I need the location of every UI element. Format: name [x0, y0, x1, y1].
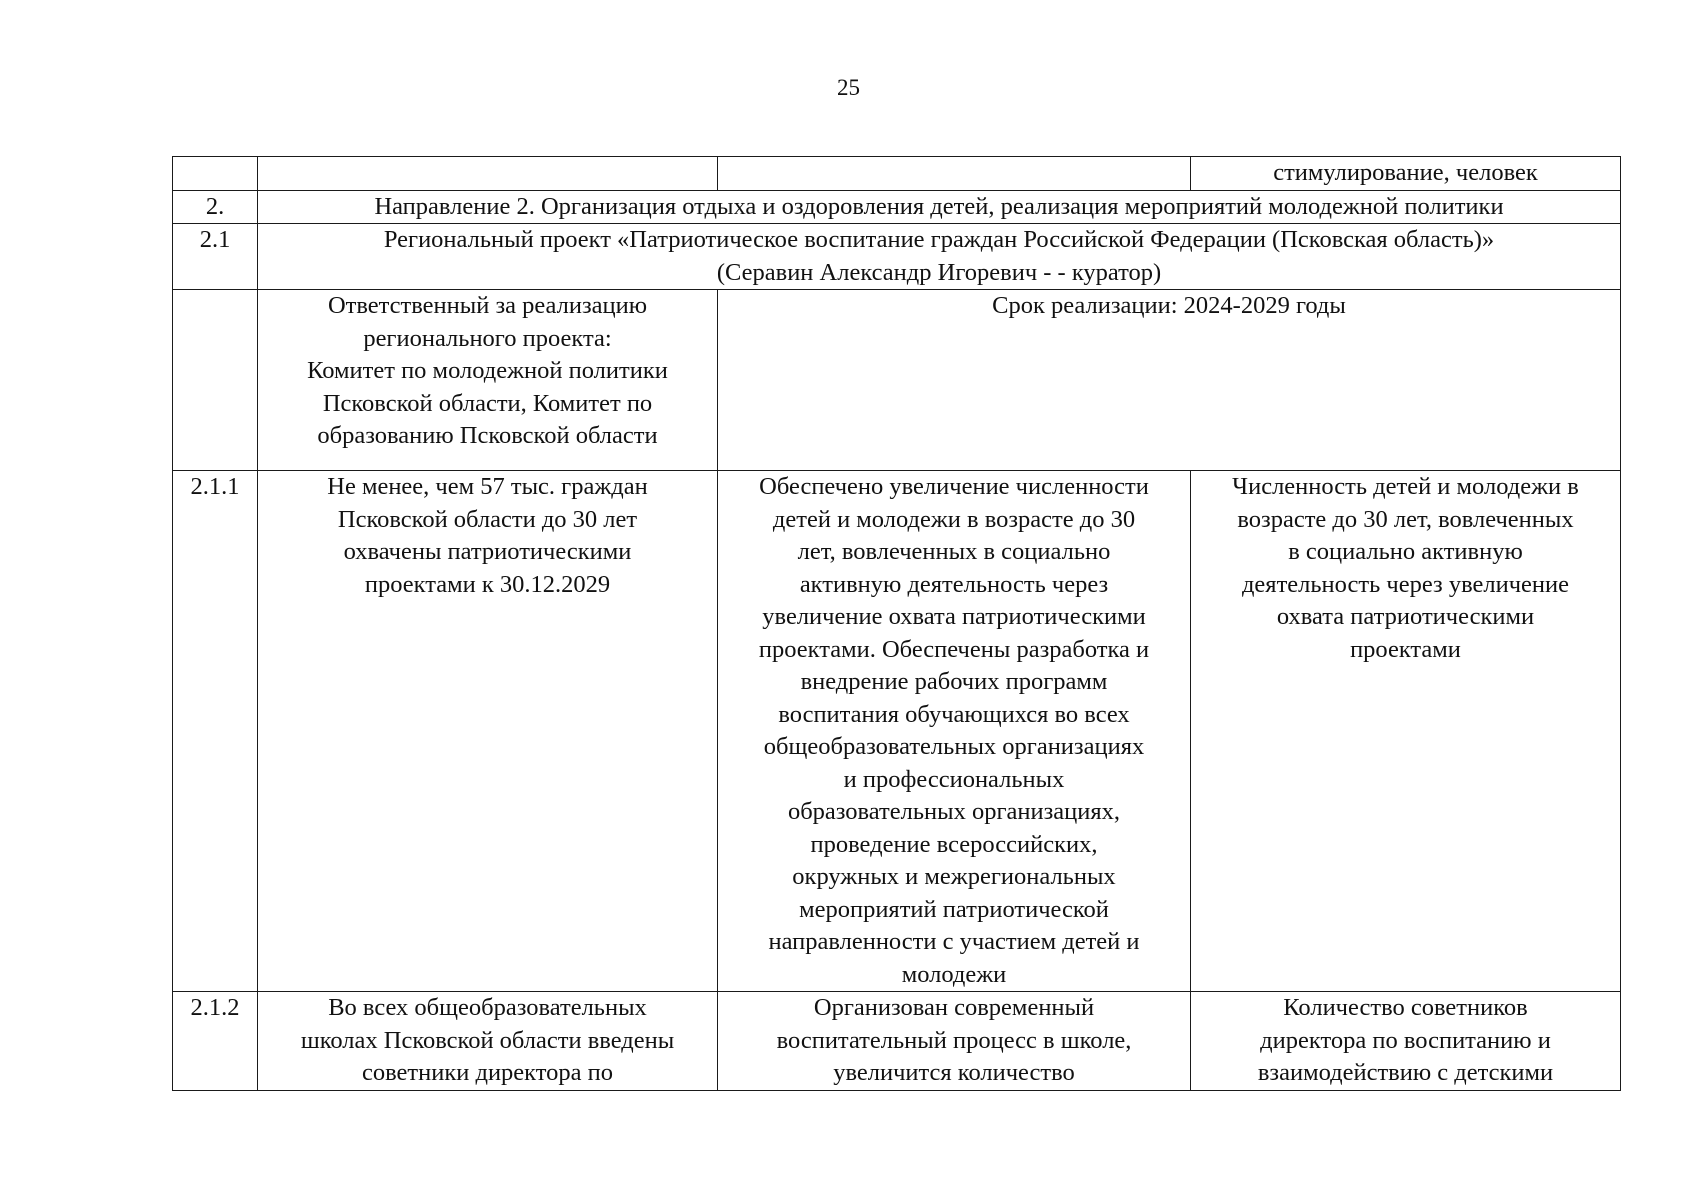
text-line: образовательных организациях,	[787, 798, 1121, 825]
text-line: проведение всероссийских,	[810, 830, 1098, 858]
text-line: Количество советников	[1283, 994, 1528, 1021]
text-line: взаимодействию с детскими	[1257, 1059, 1554, 1086]
text-line: активную деятельность через	[799, 570, 1109, 598]
table-cell-empty	[173, 290, 258, 471]
text-line: Численность детей и молодежи в	[1232, 473, 1579, 500]
text-line: регионального проекта:	[363, 324, 612, 352]
text-line: Организован современный	[813, 994, 1095, 1021]
table-row-project	[173, 224, 1621, 290]
table-row-direction	[173, 190, 1621, 224]
text-line: директора по воспитанию и	[1260, 1026, 1551, 1054]
row-number: 2.	[173, 190, 258, 224]
text-line: советники директора по	[361, 1059, 614, 1086]
table-row	[173, 992, 1621, 1091]
text-line: внедрение рабочих программ	[800, 668, 1108, 695]
text-line: охвачены патриотическими	[343, 538, 632, 565]
text-line: увеличение охвата патриотическими	[762, 603, 1146, 630]
table-cell-empty	[258, 157, 718, 191]
task-cell	[258, 471, 718, 992]
text-line: воспитательный процесс в школе,	[776, 1026, 1132, 1054]
text-line: в социально активную	[1288, 538, 1523, 565]
row-number: 2.1	[173, 224, 258, 290]
row-number: 2.1.2	[173, 992, 258, 1091]
text-line: охвата патриотическими	[1276, 603, 1535, 630]
table-row-continuation	[173, 157, 1621, 191]
indicator-cell	[1191, 992, 1621, 1091]
text-line: школах Псковской области введены	[300, 1026, 675, 1054]
project-curator-line: (Серавин Александр Игоревич - - куратор)	[716, 258, 1162, 286]
text-line: лет, вовлеченных в социально	[797, 538, 1111, 565]
indicator-continuation: стимулирование, человек	[1191, 157, 1621, 191]
project-title	[258, 224, 1621, 290]
result-cell	[718, 992, 1191, 1091]
row-number: 2.1.1	[173, 471, 258, 992]
text-line: направленности с участием детей и	[768, 928, 1140, 955]
text-line: образованию Псковской области	[317, 422, 658, 449]
text-line: мероприятий патриотической	[799, 895, 1109, 923]
page-number: 25	[837, 75, 860, 100]
text-line: общеобразовательных организациях	[763, 733, 1145, 760]
text-line: Псковской области до 30 лет	[337, 505, 638, 533]
text-line: возрасте до 30 лет, вовлеченных	[1237, 505, 1574, 533]
text-line: увеличится количество	[833, 1059, 1075, 1086]
text-line: Не менее, чем 57 тыс. граждан	[327, 473, 648, 500]
text-line: Комитет по молодежной политики	[307, 357, 668, 384]
text-line: и профессиональных	[843, 765, 1065, 793]
direction-title: Направление 2. Организация отдыха и оздоровления детей, реализация мероприятий молодежной политики	[258, 190, 1621, 224]
program-table	[172, 156, 1621, 1091]
text-line: воспитания обучающихся во всех	[778, 700, 1130, 728]
table-row	[173, 471, 1621, 992]
text-line: молодежи	[901, 960, 1007, 988]
text-line: Псковской области, Комитет по	[322, 389, 653, 417]
result-cell	[718, 471, 1191, 992]
project-title-line: Региональный проект «Патриотическое воспитание граждан Российской Федерации (Псковская область)»	[383, 226, 1495, 253]
text-line: детей и молодежи в возрасте до 30	[772, 505, 1136, 533]
text-line: Обеспечено увеличение численности	[759, 473, 1149, 500]
text-line: проектами к 30.12.2029	[364, 570, 611, 598]
text-line: окружных и межрегиональных	[792, 863, 1116, 890]
table-row-responsible	[173, 290, 1621, 471]
text-line: проектами	[1350, 635, 1461, 663]
table-cell-empty	[718, 157, 1191, 191]
text-line: Во всех общеобразовательных	[328, 994, 647, 1021]
text-line: Ответственный за реализацию	[327, 292, 648, 319]
text-line: проектами. Обеспечены разработка и	[758, 635, 1150, 663]
table-cell-empty	[173, 157, 258, 191]
implementation-term: Срок реализации: 2024-2029 годы	[718, 290, 1621, 471]
indicator-cell	[1191, 471, 1621, 992]
responsible-cell	[258, 290, 718, 471]
task-cell	[258, 992, 718, 1091]
text-line: деятельность через увеличение	[1241, 570, 1570, 598]
